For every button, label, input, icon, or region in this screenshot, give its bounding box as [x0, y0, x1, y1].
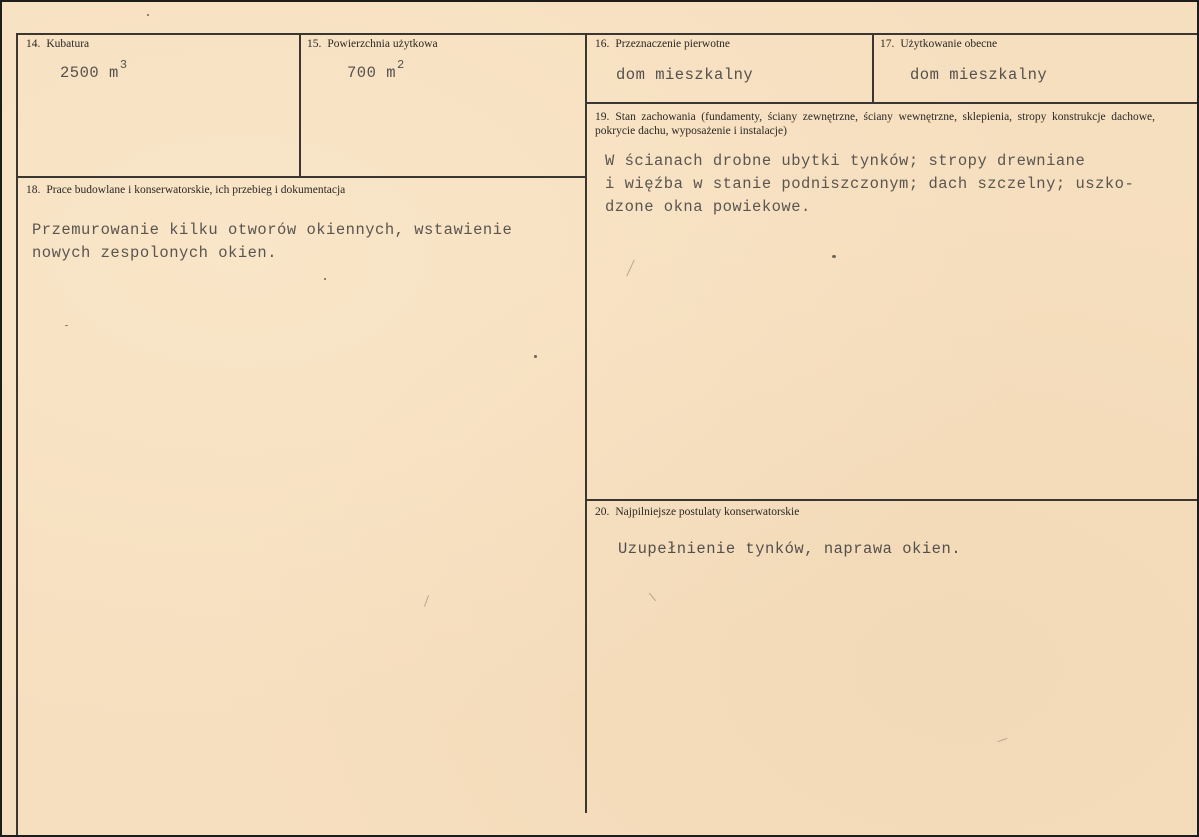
field-17-label: 17. Użytkowanie obecne — [880, 38, 998, 50]
paper-scratch — [626, 260, 635, 277]
paper-speck — [534, 355, 537, 358]
field-15-value: 700 $m^2$ — [347, 58, 405, 82]
field-18-label: 18. Prace budowlane i konserwatorskie, ich przebieg i dokumentacja — [26, 184, 346, 196]
paper-speck — [65, 325, 68, 326]
field-14-label: 14. Kubatura — [26, 38, 90, 50]
center-divider — [585, 33, 587, 813]
field-20-value: Uzupełnienie tynków, naprawa okien. — [618, 540, 962, 558]
rule-below-16-17 — [585, 102, 1197, 104]
left-rule — [16, 33, 18, 835]
field-15-label: 15. Powierzchnia użytkowa — [307, 38, 438, 50]
paper-speck — [832, 255, 836, 258]
field-17-value: dom mieszkalny — [910, 66, 1048, 84]
field-18-value: Przemurowanie kilku otworów okiennych, wstawienie nowych zespolonych okien. — [32, 221, 513, 262]
rule-above-18 — [16, 176, 587, 178]
paper-scratch — [998, 738, 1008, 742]
paper-speck — [147, 14, 149, 16]
field-16-value: dom mieszkalny — [616, 66, 754, 84]
paper-scratch — [424, 595, 429, 607]
field-19-value: W ścianach drobne ubytki tynków; stropy drewniane i więźba w stanie podniszczonym; dach szczelny; uszko- dzone okna powiekowe. — [605, 152, 1135, 216]
top-rule — [16, 33, 1197, 35]
paper-speck — [324, 278, 326, 280]
field-16-label: 16. Przeznaczenie pierwotne — [595, 38, 730, 50]
divider-16-17 — [872, 33, 874, 103]
unit-superscript: 2 — [397, 58, 405, 72]
field-19-label: 19. Stan zachowania (fundamenty, ściany zewnętrzne, ściany wewnętrzne, sklepienia, stropy konstrukcje dachowe, pokrycie dachu, wyposażenie i instalacje) — [595, 111, 1155, 137]
rule-above-20 — [585, 499, 1197, 501]
field-20-label: 20. Najpilniejsze postulaty konserwatorskie — [595, 506, 800, 518]
unit-superscript: 3 — [119, 58, 128, 72]
record-card — [2, 2, 1197, 835]
field-14-value: 2500 $m^3$ — [60, 58, 128, 82]
paper-scratch — [649, 593, 656, 601]
divider-14-15 — [299, 33, 301, 176]
